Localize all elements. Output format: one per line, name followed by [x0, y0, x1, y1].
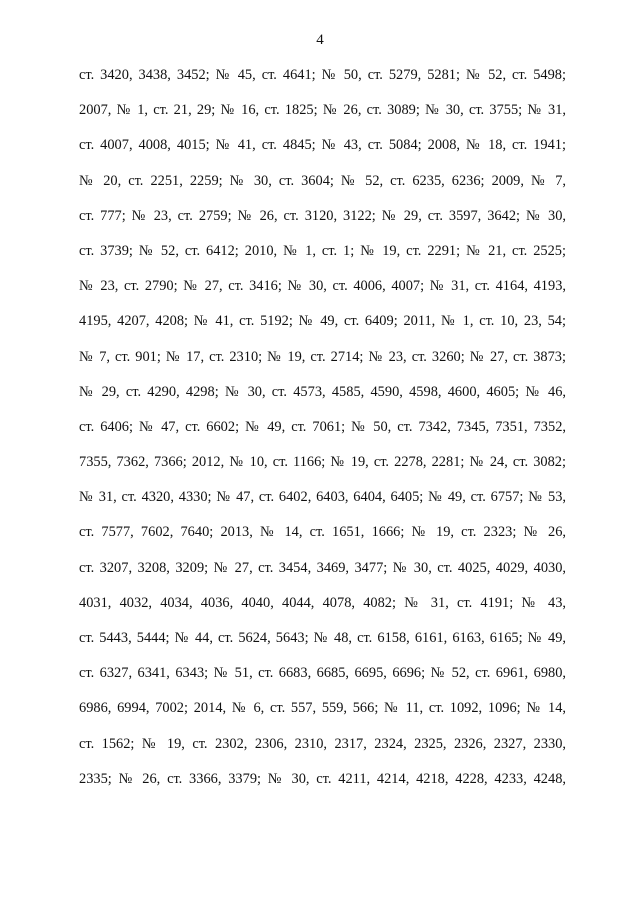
- text-line: ст. 5443, 5444; № 44, ст. 5624, 5643; № 48, ст. 6158, 6161, 6163, 6165; № 49,: [79, 630, 566, 646]
- text-line: ст. 3420, 3438, 3452; № 45, ст. 4641; № 50, ст. 5279, 5281; № 52, ст. 5498;: [79, 67, 566, 83]
- text-line: 4195, 4207, 4208; № 41, ст. 5192; № 49, ст. 6409; 2011, № 1, ст. 10, 23, 54;: [79, 313, 566, 330]
- text-line: ст. 4007, 4008, 4015; № 41, ст. 4845; № 43, ст. 5084; 2008, № 18, ст. 1941;: [79, 137, 566, 154]
- document-body: [79, 66, 566, 805]
- text-line: ст. 7577, 7602, 7640; 2013, № 14, ст. 1651, 1666; № 19, ст. 2323; № 26,: [79, 524, 566, 541]
- text-line: 6986, 6994, 7002; 2014, № 6, ст. 557, 559, 566; № 11, ст. 1092, 1096; № 14,: [79, 700, 566, 717]
- text-line: № 20, ст. 2251, 2259; № 30, ст. 3604; № 52, ст. 6235, 6236; 2009, № 7,: [79, 172, 566, 189]
- text-line: ст. 777; № 23, ст. 2759; № 26, ст. 3120, 3122; № 29, ст. 3597, 3642; № 30,: [79, 207, 566, 224]
- text-line: 2007, № 1, ст. 21, 29; № 16, ст. 1825; № 26, ст. 3089; № 30, ст. 3755; № 31,: [79, 102, 566, 119]
- text-line: № 7, ст. 901; № 17, ст. 2310; № 19, ст. 2714; № 23, ст. 3260; № 27, ст. 3873;: [79, 348, 566, 365]
- text-line: 2335; № 26, ст. 3366, 3379; № 30, ст. 4211, 4214, 4218, 4228, 4233, 4248,: [79, 770, 566, 787]
- text-line: 4031, 4032, 4034, 4036, 4040, 4044, 4078, 4082; № 31, ст. 4191; № 43,: [79, 594, 566, 611]
- text-line: ст. 1562; № 19, ст. 2302, 2306, 2310, 2317, 2324, 2325, 2326, 2327, 2330,: [79, 735, 566, 752]
- text-line: № 31, ст. 4320, 4330; № 47, ст. 6402, 6403, 6404, 6405; № 49, ст. 6757; № 53,: [79, 489, 566, 506]
- text-line: ст. 3207, 3208, 3209; № 27, ст. 3454, 3469, 3477; № 30, ст. 4025, 4029, 4030,: [79, 559, 566, 576]
- page-number: 4: [316, 32, 324, 48]
- text-line: ст. 3739; № 52, ст. 6412; 2010, № 1, ст. 1; № 19, ст. 2291; № 21, ст. 2525;: [79, 242, 566, 259]
- text-line: № 29, ст. 4290, 4298; № 30, ст. 4573, 4585, 4590, 4598, 4600, 4605; № 46,: [79, 383, 566, 400]
- text-line: ст. 6327, 6341, 6343; № 51, ст. 6683, 6685, 6695, 6696; № 52, ст. 6961, 6980,: [79, 665, 566, 682]
- text-line: ст. 6406; № 47, ст. 6602; № 49, ст. 7061; № 50, ст. 7342, 7345, 7351, 7352,: [79, 418, 566, 435]
- text-line: № 23, ст. 2790; № 27, ст. 3416; № 30, ст. 4006, 4007; № 31, ст. 4164, 4193,: [79, 278, 566, 295]
- text-line: 7355, 7362, 7366; 2012, № 10, ст. 1166; № 19, ст. 2278, 2281; № 24, ст. 3082;: [79, 454, 566, 471]
